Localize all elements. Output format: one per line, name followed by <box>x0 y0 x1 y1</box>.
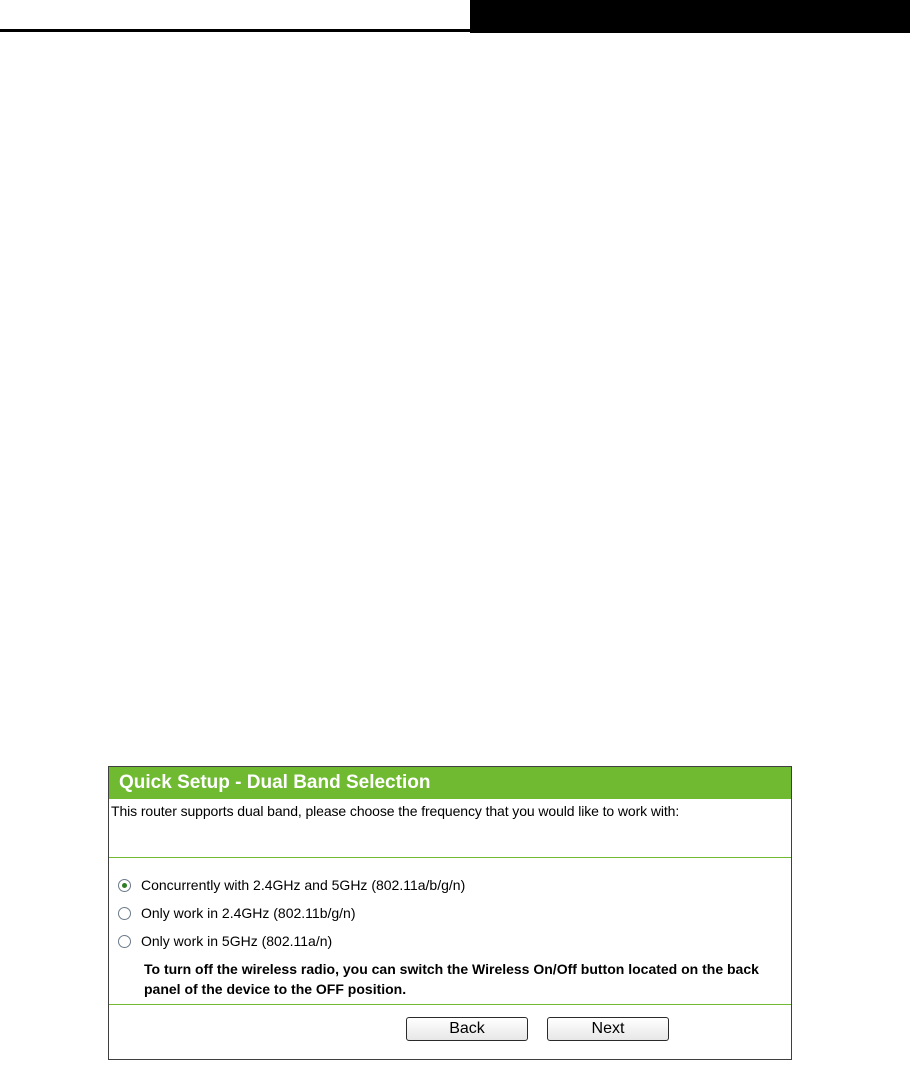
option-2-4ghz[interactable] <box>118 899 791 927</box>
button-row <box>109 1005 791 1051</box>
radio-5ghz[interactable] <box>118 935 131 948</box>
option-concurrent-label: Concurrently with 2.4GHz and 5GHz (802.11a/b/g/n) <box>141 877 466 893</box>
band-options <box>109 858 791 1004</box>
option-5ghz[interactable] <box>118 927 791 955</box>
back-button[interactable]: Back <box>406 1017 528 1041</box>
option-2-4ghz-label: Only work in 2.4GHz (802.11b/g/n) <box>141 905 356 921</box>
radio-concurrent[interactable] <box>118 879 131 892</box>
dual-band-panel <box>108 766 792 1060</box>
intro-text: This router supports dual band, please choose the frequency that you would like to work with: <box>111 803 680 819</box>
radio-2-4ghz[interactable] <box>118 907 131 920</box>
option-concurrent[interactable] <box>118 871 791 899</box>
panel-title: Quick Setup - Dual Band Selection <box>109 767 791 799</box>
header-bar <box>470 0 910 33</box>
wireless-off-note: To turn off the wireless radio, you can switch the Wireless On/Off button located on the back panel of the device to the OFF position. <box>144 961 759 997</box>
header-rule <box>0 29 470 32</box>
option-5ghz-label: Only work in 5GHz (802.11a/n) <box>141 933 333 949</box>
next-button[interactable]: Next <box>547 1017 669 1041</box>
